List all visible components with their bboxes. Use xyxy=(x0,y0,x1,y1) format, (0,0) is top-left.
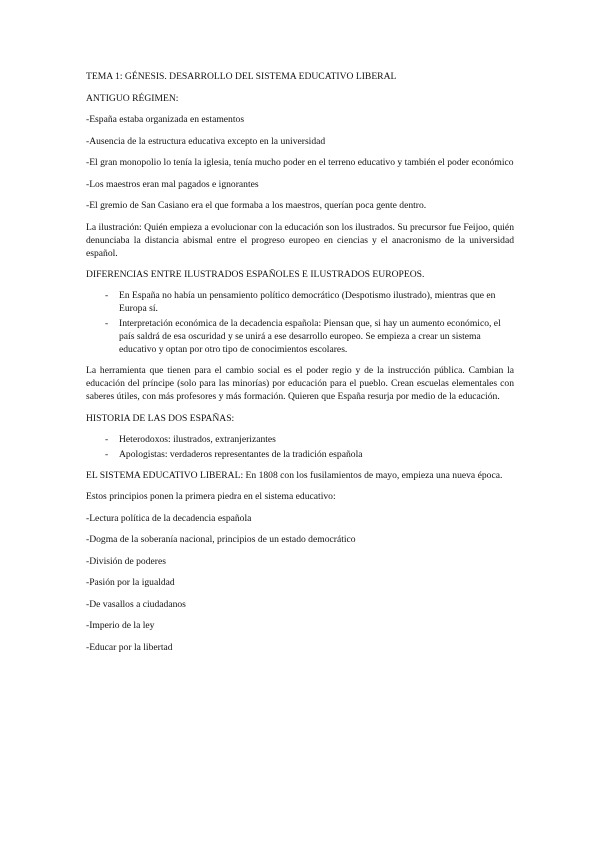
paragraph-herramienta: La herramienta que tienen para el cambio social es el poder regio y de la instrucción pública. Cambian la educación del príncipe (solo para las minorías) por educación para el pueblo. Crean escuelas elementales con saberes útiles, con más profesores y más formación. Quieren que España resurja por medio de la educación. xyxy=(86,365,514,402)
list-item: -Lectura política de la decadencia española xyxy=(86,512,252,524)
list-item-text: Interpretación económica de la decadencia española: Piensan que, si hay un aumento económico, el país saldrá de esa oscuridad y se unirá a ese desarrollo europeo. Se empieza a crear un sistema educativo y optan por otro tipo de conocimientos escolares. xyxy=(119,318,501,355)
list-item: -Dogma de la soberanía nacional, principios de un estado democrático xyxy=(86,534,356,545)
section-heading-antiguo-regimen: ANTIGUO RÉGIMEN: xyxy=(86,93,179,104)
list-item: -Pasión por la igualdad xyxy=(86,577,175,588)
list-item: -El gremio de San Casiano era el que formaba a los maestros, querían poca gente dentro. xyxy=(86,200,427,211)
list-item: -Los maestros eran mal pagados e ignorantes xyxy=(86,178,259,190)
list-item: -Ausencia de la estructura educativa excepto en la universidad xyxy=(86,135,326,147)
list-item: -El gran monopolio lo tenía la iglesia, tenía mucho poder en el terreno educativo y también el poder económico xyxy=(86,157,514,168)
section-heading-dos-espanas: HISTORIA DE LAS DOS ESPAÑAS: xyxy=(86,412,235,424)
paragraph-sistema-liberal: EL SISTEMA EDUCATIVO LIBERAL: En 1808 con los fusilamientos de mayo, empieza una nueva época. xyxy=(86,469,503,481)
dash-bullet-icon: - xyxy=(105,318,109,329)
list-item: -Educar por la libertad xyxy=(86,641,173,653)
list-item-text: Apologistas: verdaderos representantes de la tradición española xyxy=(119,448,363,460)
document-content xyxy=(86,70,514,662)
list-item xyxy=(86,448,514,461)
dash-list-dos-espanas xyxy=(86,433,514,461)
dash-bullet-icon: - xyxy=(105,448,109,460)
list-item-text: En España no había un pensamiento político democrático (Despotismo ilustrado), mientras que en Europa sí. xyxy=(119,290,496,314)
paragraph-principios-intro: Estos principios ponen la primera piedra en el sistema educativo: xyxy=(86,491,336,502)
list-item: -Imperio de la ley xyxy=(86,620,155,631)
dash-bullet-icon: - xyxy=(105,290,109,301)
document-title: TEMA 1: GÉNESIS. DESARROLLO DEL SISTEMA EDUCATIVO LIBERAL xyxy=(86,71,397,82)
paragraph-ilustracion: La ilustración: Quién empieza a evolucionar con la educación son los ilustrados. Su precursor fue Feijoo, quién denunciaba la distancia abismal entre el progreso europeo en ciencias y el anacronismo de la universidad español. xyxy=(86,221,514,259)
list-item-text: Heterodoxos: ilustrados, extranjerizantes xyxy=(119,433,276,445)
list-item xyxy=(86,289,514,315)
list-item: -España estaba organizada en estamentos xyxy=(86,114,245,125)
list-item xyxy=(86,433,514,446)
section-heading-diferencias: DIFERENCIAS ENTRE ILUSTRADOS ESPAÑOLES E ILUSTRADOS EUROPEOS. xyxy=(86,269,425,280)
list-item: -División de poderes xyxy=(86,555,166,567)
dash-list-diferencias xyxy=(86,289,514,356)
list-item xyxy=(86,317,514,356)
list-item: -De vasallos a ciudadanos xyxy=(86,598,186,610)
dash-bullet-icon: - xyxy=(105,433,109,445)
